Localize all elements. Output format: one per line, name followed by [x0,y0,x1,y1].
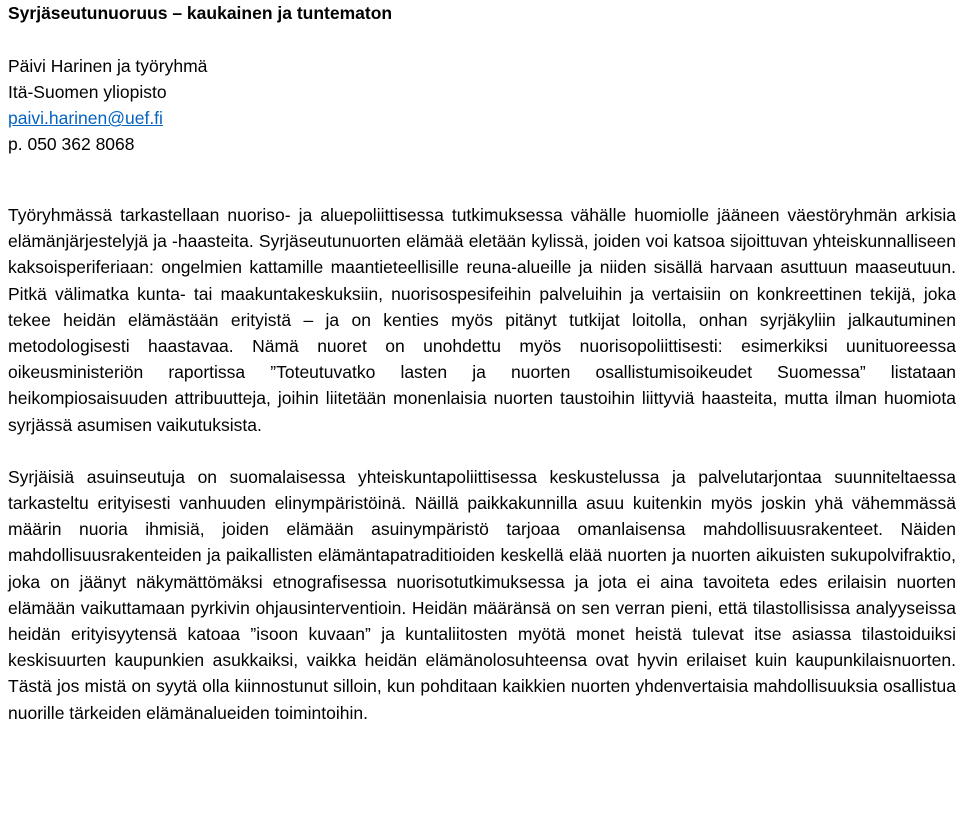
phone-number: p. 050 362 8068 [8,134,135,154]
body-paragraph-2: Syrjäisiä asuinseutuja on suomalaisessa yhteiskuntapoliittisessa keskustelussa ja palvelutarjontaa suunniteltaessa tarkasteltu erityisesti vanhuuden elinympäristöinä. Näillä paikkakunnilla asuu kuitenkin myös joskin yhä vähemmässä määrin nuoria ihmisiä, joiden elämään asuinympäristö tarjoaa omanlaisensa mahdollisuusrakenteet. Näiden mahdollisuusrakenteiden ja paikallisten elämäntapatraditioiden keskellä elää nuorten ja nuorten aikuisten sukupolvifraktio, joka on jäänyt näkymättömäksi etnografisessa nuorisotutkimuksessa ja jota ei aina tavoiteta edes erilaisin nuorten elämään vaikuttamaan pyrkivin ohjausinterventioin. Heidän määränsä on sen verran pieni, että tilastollisissa analyyseissa heidän erityisyytensä katoaa ”isoon kuvaan” ja kuntaliitosten myötä monet heistä tulevat itse asiassa tilastoiduiksi keskisuurten kaupunkien asukkaiksi, vaikka heidän elämänolosuhteensa ovat hyvin erilaiset kuin kaupunkilaisnuorten. Tästä jos mistä on syytä olla kiinnostunut silloin, kun pohditaan kaikkien nuorten yhdenvertaisia mahdollisuuksia osallistua nuorille tärkeiden elämänalueiden toimintoihin. [8,466,956,723]
author-info [8,53,956,157]
affiliation: Itä-Suomen yliopisto [8,82,167,102]
document-page [8,0,956,726]
document-title: Syrjäseutunuoruus – kaukainen ja tuntematon [8,3,393,23]
email-link[interactable]: paivi.harinen@uef.fi [8,108,163,128]
author-name: Päivi Harinen ja työryhmä [8,56,208,76]
body-paragraph-1: Työryhmässä tarkastellaan nuoriso- ja aluepoliittisessa tutkimuksessa vähälle huomiolle jääneen väestöryhmän arkisia elämänjärjestelyjä ja -haasteita. Syrjäseutunuorten elämää eletään kylissä, joiden voi katsoa sijoittuvan yhteiskunnalliseen kaksoisperiferiaan: ongelmien kattamille maantieteellisille reuna-alueille ja niiden sisällä harvaan asuttuun maaseutuun. Pitkä välimatka kunta- tai maakuntakeskuksiin, nuorisospesifeihin palveluihin ja vertaisiin on konkreettinen tekijä, joka tekee heidän elämästään erityistä – ja on kenties myös pitänyt tutkijat loitolla, onhan syrjäkyliin jalkautuminen metodologisesti haastavaa. Nämä nuoret on unohdettu myös nuorisopoliittisesti: esimerkiksi uunituoreessa oikeusministeriön raportissa ”Toteutuvatko lasten ja nuorten osallistumisoikeudet Suomessa” listataan heikompiosaisuuden attribuutteja, joihin liitetään monenlaisia nuorten taustoihin liittyviä haasteita, mutta ilman huomiota syrjässä asumisen vaikutuksista. [8,205,956,435]
